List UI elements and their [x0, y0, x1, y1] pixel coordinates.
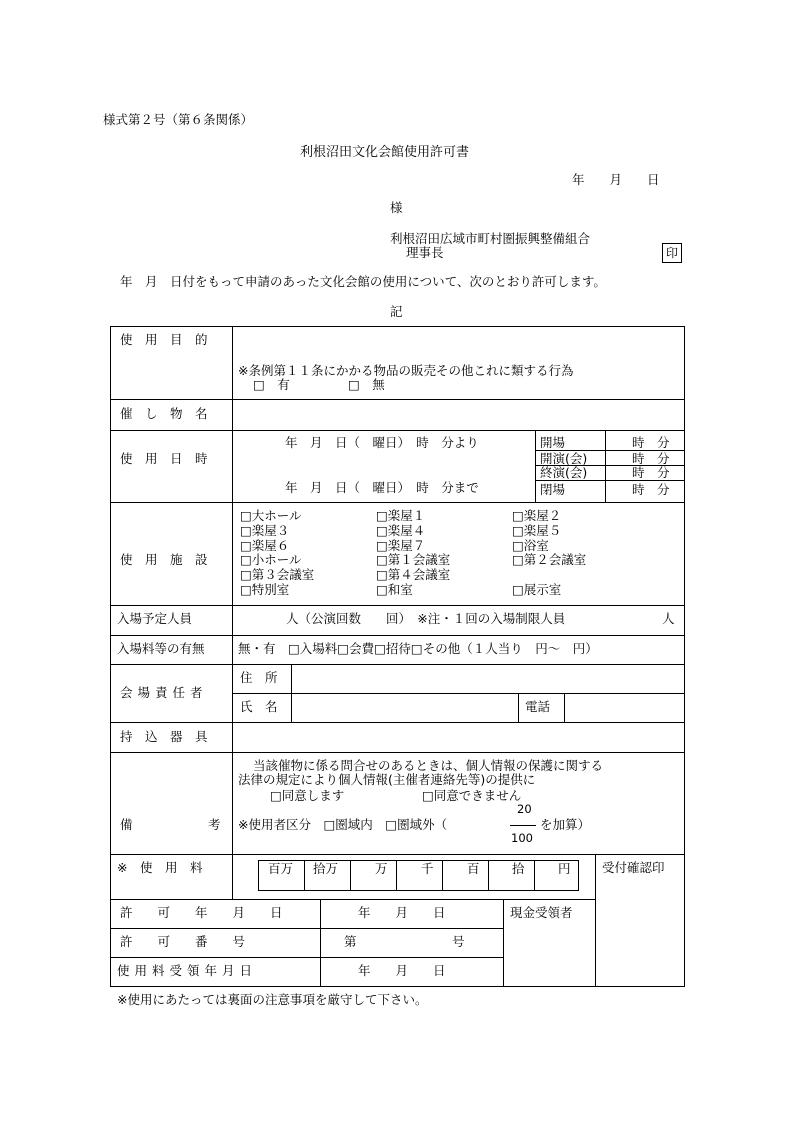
- sub-start-label: 開演(会): [540, 451, 588, 466]
- facilities-col1: [240, 509, 314, 598]
- manager-address-label: 住 所: [240, 670, 278, 685]
- fee-unit-yen: 円: [558, 861, 571, 876]
- facility-option[interactable]: □楽屋２: [512, 508, 562, 523]
- fee-unit-ten-thousand: 万: [375, 861, 388, 876]
- fee-unit-ten: 拾: [512, 861, 525, 876]
- usage-to-line: 年 月 日（ 曜日） 時 分まで: [285, 480, 479, 495]
- addressee-sama: 様: [390, 200, 403, 215]
- facility-option[interactable]: □特別室: [240, 581, 290, 597]
- fee-unit-hundred-thousand: 拾万: [313, 861, 339, 876]
- admission-label: 入場料等の有無: [117, 641, 205, 656]
- issue-date: 年 月 日: [572, 172, 660, 187]
- facilities-label: 使 用 施 設: [120, 552, 208, 567]
- consent-disagree-option[interactable]: □同意できません: [422, 788, 522, 803]
- facilities-col2: [376, 509, 450, 598]
- manager-name-label: 氏 名: [240, 699, 278, 714]
- manager-phone-label: 電話: [525, 699, 551, 714]
- facility-option[interactable]: □楽屋３: [240, 522, 290, 538]
- fee-label: ※ 使 用 料: [117, 860, 203, 875]
- issuer-title: 理事長: [406, 245, 444, 260]
- ki-heading: 記: [390, 304, 403, 319]
- facility-option[interactable]: □楽屋７: [376, 537, 426, 553]
- fee-received-date-label: 使用料受領年月日: [117, 963, 258, 978]
- facility-option[interactable]: □小ホール: [240, 552, 302, 568]
- remarks-label-left: 備: [120, 817, 133, 832]
- fee-unit-hundred: 百: [467, 861, 480, 876]
- footer-note: ※使用にあたっては裏面の注意事項を厳守して下さい。: [117, 992, 428, 1007]
- fraction-denominator: 100: [511, 831, 533, 845]
- permit-number-suffix: 号: [452, 934, 465, 949]
- usage-datetime-label: 使 用 日 時: [120, 451, 208, 466]
- document-title: 利根沼田文化会館使用許可書: [300, 145, 470, 160]
- issuer-org: 利根沼田広域市町村圏振興整備組合: [390, 231, 591, 246]
- attendance-label: 入場予定人員: [117, 611, 193, 626]
- usage-from-line: 年 月 日（ 曜日） 時 分より: [285, 435, 479, 450]
- manager-label: 会場責任者: [120, 685, 208, 700]
- permit-number-label: 許 可 番 号: [120, 934, 246, 949]
- purpose-note: ※条例第１１条にかかる物品の販売その他これに類する行為: [238, 363, 574, 378]
- facility-option[interactable]: □和室: [376, 581, 413, 597]
- purpose-option-yes[interactable]: □ 有: [253, 377, 290, 392]
- sub-end-label: 終演(会): [540, 465, 588, 480]
- sub-end-time: 時 分: [632, 465, 670, 480]
- seal-mark: 印: [662, 243, 682, 263]
- receipt-confirm-seal-label: 受付確認印: [602, 860, 665, 875]
- remarks-label-right: 考: [208, 817, 221, 832]
- sub-open-time: 時 分: [632, 435, 670, 450]
- remarks-line2: 法律の規定により個人情報(主催者連絡先等)の提供に: [238, 772, 536, 787]
- facility-option[interactable]: □楽屋４: [376, 522, 426, 538]
- cash-receiver-label: 現金受領者: [510, 905, 573, 920]
- facility-option[interactable]: □楽屋１: [376, 508, 426, 523]
- facility-option[interactable]: □第２会議室: [512, 552, 587, 568]
- remarks-line1: 当該催物に係る問合せのあるときは、個人情報の保護に関する: [253, 758, 604, 773]
- facility-option[interactable]: □第１会議室: [376, 552, 451, 568]
- sub-close-label: 閉場: [540, 482, 566, 497]
- user-class-after: を加算）: [540, 817, 591, 832]
- fee-unit-thousand: 千: [421, 861, 434, 876]
- facilities-col3: [512, 509, 586, 598]
- facility-option[interactable]: □展示室: [512, 581, 562, 597]
- sub-start-time: 時 分: [632, 451, 670, 466]
- event-name-label: 催 し 物 名: [120, 406, 208, 421]
- form-number: 様式第２号（第６条関係）: [103, 112, 254, 127]
- facility-option: [512, 568, 586, 583]
- permit-number-prefix: 第: [344, 934, 357, 949]
- permit-date-value: 年 月 日: [358, 905, 446, 920]
- equipment-label: 持 込 器 具: [120, 729, 208, 744]
- facility-option[interactable]: □浴室: [512, 537, 549, 553]
- fee-received-date-value: 年 月 日: [358, 963, 446, 978]
- sub-open-label: 開場: [540, 435, 566, 450]
- admission-options: 無・有 □入場料□会費□招待□その他（１人当り 円～ 円）: [238, 641, 598, 656]
- facility-option[interactable]: □第３会議室: [240, 567, 315, 583]
- attendance-text: 人（公演回数 回） ※注・１回の入場制限人員: [286, 611, 566, 626]
- user-class-text: ※使用者区分 □圏域内 □圏域外（: [238, 817, 448, 832]
- sub-close-time: 時 分: [632, 482, 670, 497]
- facility-option[interactable]: □大ホール: [240, 508, 302, 523]
- purpose-label: 使 用 目 的: [120, 332, 208, 347]
- purpose-option-no[interactable]: □ 無: [348, 377, 385, 392]
- consent-agree-option[interactable]: □同意します: [270, 788, 345, 803]
- facility-option[interactable]: □第４会議室: [376, 567, 451, 583]
- facility-option[interactable]: □楽屋６: [240, 537, 290, 553]
- fraction-numerator: 20: [517, 802, 532, 816]
- permit-date-label: 許 可 年 月 日: [120, 905, 283, 920]
- attendance-suffix: 人: [662, 611, 675, 626]
- fee-unit-million: 百万: [268, 861, 294, 876]
- facility-option[interactable]: □楽屋５: [512, 522, 562, 538]
- permission-statement: 年 月 日付をもって申請のあった文化会館の使用について、次のとおり許可します。: [120, 274, 606, 289]
